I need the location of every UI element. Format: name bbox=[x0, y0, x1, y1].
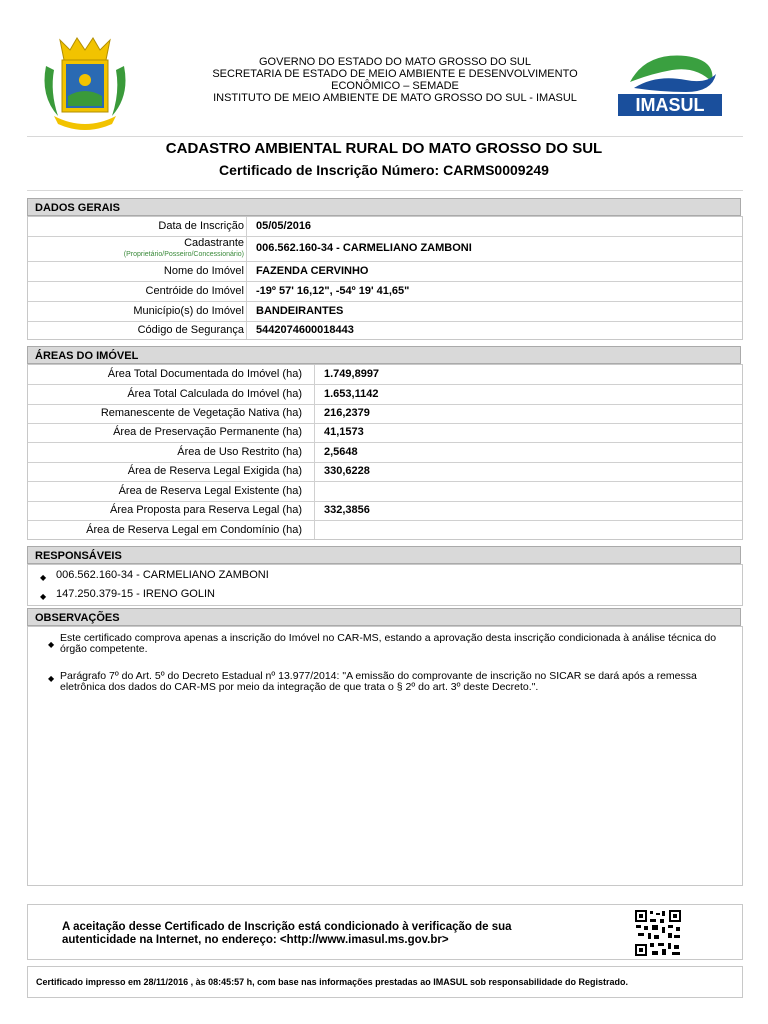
responsavel-text: 006.562.160-34 - CARMELIANO ZAMBONI bbox=[56, 569, 269, 581]
table-row bbox=[28, 217, 742, 237]
row-label: Área Total Calculada do Imóvel (ha) bbox=[127, 388, 302, 400]
row-value: 1.653,1142 bbox=[324, 388, 379, 400]
diamond-bullet-icon: ◆ bbox=[48, 640, 55, 649]
verification-notice-box bbox=[27, 904, 743, 960]
row-value: 332,3856 bbox=[324, 504, 370, 516]
document-title: CADASTRO AMBIENTAL RURAL DO MATO GROSSO DO SUL bbox=[165, 140, 603, 157]
row-label: Área de Reserva Legal em Condomínio (ha) bbox=[86, 524, 302, 536]
table-row bbox=[28, 385, 742, 405]
row-label: Área de Preservação Permanente (ha) bbox=[113, 426, 302, 438]
section-responsaveis: RESPONSÁVEIS bbox=[27, 546, 741, 564]
row-label: Área de Uso Restrito (ha) bbox=[177, 446, 302, 458]
row-value: BANDEIRANTES bbox=[256, 305, 344, 317]
observacao-text: Parágrafo 7º do Art. 5º do Decreto Estadual nº 13.977/2014: "A emissão do comprovante de inscrição no SICAR se dará após a remessa eletrônica dos dados do CAR-MS por meio da integração de que trata o § 2º do art. 3º deste Decreto.". bbox=[60, 670, 697, 693]
table-row bbox=[28, 423, 742, 443]
row-value: 330,6228 bbox=[324, 465, 370, 477]
row-value: 41,1573 bbox=[324, 426, 364, 438]
table-row bbox=[28, 237, 742, 262]
row-label: Código de Segurança bbox=[137, 324, 244, 336]
observacao-text: Este certificado comprova apenas a inscrição do Imóvel no CAR-MS, estando a aprovação desta inscrição condicionada à análise técnica do órgão competente. bbox=[60, 632, 717, 655]
row-value: 216,2379 bbox=[324, 407, 370, 419]
table-row bbox=[28, 404, 742, 424]
dados-gerais-table bbox=[27, 216, 743, 340]
section-observacoes: OBSERVAÇÕES bbox=[27, 608, 741, 626]
row-label: Centróide do Imóvel bbox=[145, 285, 244, 297]
row-label: Data de Inscrição bbox=[158, 220, 244, 232]
header-line: GOVERNO DO ESTADO DO MATO GROSSO DO SUL bbox=[259, 56, 531, 68]
imasul-logo-text: IMASUL bbox=[635, 95, 705, 115]
row-label: Área de Reserva Legal Existente (ha) bbox=[118, 485, 302, 497]
row-label: Área Total Documentada do Imóvel (ha) bbox=[107, 368, 302, 380]
table-row bbox=[28, 462, 742, 482]
table-row bbox=[28, 282, 742, 302]
row-label: Cadastrante bbox=[184, 237, 244, 249]
table-row bbox=[28, 443, 742, 463]
row-value: 1.749,8997 bbox=[324, 368, 380, 380]
table-row bbox=[28, 365, 742, 385]
row-value: -19º 57' 16,12", -54º 19' 41,65" bbox=[256, 285, 410, 297]
header-institution bbox=[150, 56, 640, 104]
certificate-number: Certificado de Inscrição Número: CARMS0009249 bbox=[219, 162, 549, 178]
responsavel-text: 147.250.379-15 - IRENO GOLIN bbox=[56, 588, 215, 600]
observacoes-list bbox=[27, 626, 743, 886]
imasul-logo bbox=[616, 52, 724, 116]
row-label: Remanescente de Vegetação Nativa (ha) bbox=[100, 407, 302, 419]
row-label: Município(s) do Imóvel bbox=[133, 305, 244, 317]
header-line: ECONÔMICO – SEMADE bbox=[331, 80, 459, 92]
print-info: Certificado impresso em 28/11/2016 , às 08:45:57 h, com base nas informações prestadas ao IMASUL sob responsabilidade do Registrado. bbox=[27, 966, 743, 998]
table-row bbox=[28, 482, 742, 502]
row-value: 05/05/2016 bbox=[256, 220, 312, 232]
section-dados-gerais: DADOS GERAIS bbox=[27, 198, 741, 216]
diamond-bullet-icon: ◆ bbox=[48, 674, 55, 683]
row-sublabel: (Proprietário/Posseiro/Concessionário) bbox=[123, 251, 244, 258]
table-row bbox=[28, 501, 742, 521]
row-value: 2,5648 bbox=[324, 446, 358, 458]
responsaveis-list bbox=[27, 564, 743, 606]
table-row bbox=[28, 521, 742, 540]
header-line: INSTITUTO DE MEIO AMBIENTE DE MATO GROSSO DO SUL - IMASUL bbox=[213, 92, 577, 104]
section-areas: ÁREAS DO IMÓVEL bbox=[27, 346, 741, 364]
diamond-bullet-icon: ◆ bbox=[40, 592, 47, 601]
row-value: FAZENDA CERVINHO bbox=[256, 265, 369, 277]
row-value: 006.562.160-34 - CARMELIANO ZAMBONI bbox=[256, 242, 472, 254]
list-item bbox=[40, 569, 269, 581]
qr-code-icon bbox=[634, 909, 682, 957]
verification-notice: A aceitação desse Certificado de Inscrição está condicionado à verificação de sua autenticidade na Internet, no endereço: <http://www.imasul.ms.gov.br> bbox=[62, 921, 512, 946]
row-label: Nome do Imóvel bbox=[163, 265, 244, 277]
table-row bbox=[28, 262, 742, 282]
table-row bbox=[28, 302, 742, 322]
diamond-bullet-icon: ◆ bbox=[40, 573, 47, 582]
state-coat-of-arms bbox=[40, 36, 130, 132]
row-label: Área Proposta para Reserva Legal (ha) bbox=[110, 504, 302, 516]
row-value: 5442074600018443 bbox=[256, 324, 354, 336]
list-item bbox=[40, 588, 215, 600]
areas-table bbox=[27, 364, 743, 540]
row-label: Área de Reserva Legal Exigida (ha) bbox=[127, 465, 302, 477]
header-line: SECRETARIA DE ESTADO DE MEIO AMBIENTE E DESENVOLVIMENTO bbox=[212, 68, 578, 80]
table-row bbox=[28, 321, 742, 340]
